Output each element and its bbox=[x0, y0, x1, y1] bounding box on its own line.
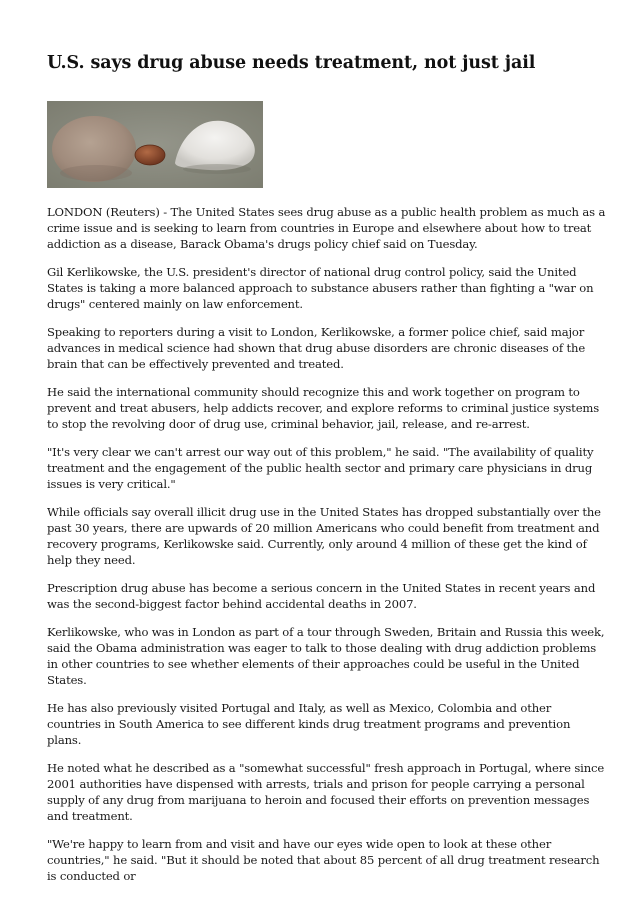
article-paragraph: Speaking to reporters during a visit to London, Kerlikowske, a former police chief, said major advances in medical science had shown that drug abuse disorders are chronic diseases of the brain that can be effectively prevented and treated. bbox=[47, 325, 586, 371]
brown-powder-shadow bbox=[60, 165, 132, 181]
article-paragraph: He has also previously visited Portugal and Italy, as well as Mexico, Colombia and other countries in South America to see different kinds drug treatment programs and prevention plans. bbox=[47, 701, 571, 747]
article-paragraph: "We're happy to learn from and visit and have our eyes wide open to look at these other countries," he said. "But it should be noted that about 85 percent of all drug treatment research is conducted or bbox=[47, 837, 600, 883]
article-paragraph: He noted what he described as a "somewhat successful" fresh approach in Portugal, where since 2001 authorities have dispensed with arrests, trials and prison for people carrying a personal supply of any drug from marijuana to heroin and focused their efforts on prevention messages and treatment. bbox=[47, 761, 605, 823]
article-headline: U.S. says drug abuse needs treatment, not just jail bbox=[47, 53, 536, 73]
article-paragraph: Kerlikowske, who was in London as part of a tour through Sweden, Britain and Russia this week, said the Obama administration was eager to talk to those dealing with drug addiction problems in other countries to see whether elements of their approaches could be useful in the United States. bbox=[47, 625, 605, 687]
article-paragraph: While officials say overall illicit drug use in the United States has dropped substantially over the past 30 years, there are upwards of 20 million Americans who could benefit from treatment and recovery programs, Kerlikowske said. Currently, only around 4 million of these get the kind of help they need. bbox=[47, 505, 601, 567]
article-paragraph: "It's very clear we can't arrest our way out of this problem," he said. "The availability of quality treatment and the engagement of the public health sector and primary care physicians in drug issues is very critical." bbox=[47, 445, 594, 491]
white-powder-shadow bbox=[183, 164, 251, 174]
article-paragraph: He said the international community should recognize this and work together on program to prevent and treat abusers, help addicts recover, and explore reforms to criminal justice systems to stop the revolving door of drug use, criminal behavior, jail, release, and re-arrest. bbox=[47, 385, 600, 431]
article-paragraph: LONDON (Reuters) - The United States sees drug abuse as a public health problem as much as a crime issue and is seeking to learn from countries in Europe and elsewhere about how to treat addiction as a disease, Barack Obama's drugs policy chief said on Tuesday. bbox=[47, 205, 606, 251]
article-body bbox=[47, 204, 607, 896]
article-paragraph: Prescription drug abuse has become a serious concern in the United States in recent years and was the second-biggest factor behind accidental deaths in 2007. bbox=[47, 581, 596, 611]
article-paragraph: Gil Kerlikowske, the U.S. president's director of national drug control policy, said the United States is taking a more balanced approach to substance abusers rather than fighting a "war on drugs" centered mainly on law enforcement. bbox=[47, 265, 594, 311]
article-photo bbox=[47, 101, 263, 188]
